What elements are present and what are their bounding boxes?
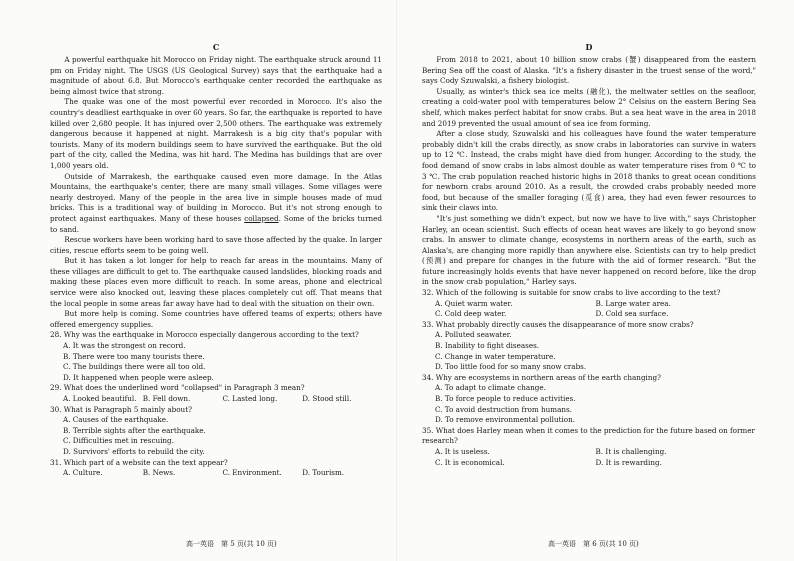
option-a[interactable]: A. To adapt to climate change. — [435, 383, 546, 393]
option-b[interactable]: B. To force people to reduce activities. — [435, 394, 576, 403]
passage-c-paragraph-1: A powerful earthquake hit Morocco on Friday night. The earthquake struck around 11 pm on Friday night. The USGS (US Geological Survey) says that the earthquake had a magnitude of about 6.8. But Morocco's earthquake center recorded the earthquake as being almost twice that strong. — [50, 55, 382, 96]
passage-c-title: C — [212, 42, 220, 52]
option-b[interactable]: B. Fell down. — [142, 394, 191, 403]
option-b[interactable]: B. Terrible sights after the earthquake. — [63, 425, 206, 435]
option-a[interactable]: A. Polluted seawater. — [435, 330, 512, 340]
right-page — [422, 0, 756, 561]
option-a[interactable]: A. It was the strongest on record. — [63, 341, 186, 351]
option-d[interactable]: D. Tourism. — [302, 468, 345, 478]
option-c[interactable]: C. Lasted long. — [222, 394, 278, 403]
option-d[interactable]: D. Stood still. — [302, 394, 352, 403]
option-d[interactable]: D. Survivors' efforts to rebuild the city. — [63, 446, 205, 456]
question-30 — [50, 405, 382, 458]
option-a[interactable]: A. Looked beautiful. — [63, 394, 137, 403]
question-35 — [422, 426, 756, 468]
passage-d-paragraph-3: After a close study, Szuwalski and his colleagues have found the water temperature probably didn't kill the crabs directly, as snow crabs in laboratories can survive in waters up to 12 ℃. Instead, the crabs might have died from hunger. According to the study, the food demand of snow crabs in labs almost double as water temperature rises from 0 ℃ to 3 ℃. The crab population reached historic highs in 2018 thanks to great ocean conditions for newborn crabs around 2010. As a result, the crowded crabs probably needed more food, but because of the smaller foraging (觅食) area, they had even fewer resources to sink their claws into. — [422, 129, 756, 213]
question-stem: 35. What does Harley mean when it comes to the prediction for the future based on former research? — [422, 425, 755, 446]
option-d[interactable]: D. Cold sea surface. — [595, 309, 669, 319]
question-32 — [422, 288, 756, 320]
option-b[interactable]: B. There were too many tourists there. — [63, 351, 205, 361]
passage-c-paragraph-4: Rescue workers have been working hard to save those affected by the quake. In larger cities, rescue efforts seem to be going well. — [50, 235, 382, 255]
option-a[interactable]: A. Causes of the earthquake. — [63, 415, 169, 425]
page-fold-divider — [396, 0, 397, 561]
option-d[interactable]: D. Too little food for so many snow crabs. — [435, 362, 587, 372]
option-c[interactable]: C. Environment. — [222, 468, 282, 478]
left-page — [50, 0, 382, 561]
passage-c-paragraph-2: The quake was one of the most powerful ever recorded in Morocco. It's also the country's deadliest earthquake in over 60 years. So far, the earthquake is reported to have killed over 2,680 people. It has injured over 2,500 others. The earthquake was extremely dangerous because it happened at night. Marrakesh is a big city that's popular with tourists. Many of its modern buildings seem to have survived the earthquake. But the old part of the city, called the Medina, was hit hard. The Medina has buildings that are over 1,000 years old. — [50, 97, 382, 170]
passage-d-title: D — [585, 42, 593, 52]
question-31 — [50, 458, 382, 479]
option-d[interactable]: D. To remove environmental pollution. — [435, 415, 576, 425]
question-28 — [50, 330, 382, 383]
option-b[interactable]: B. It is challenging. — [595, 446, 667, 456]
underlined-word-collapsed: collapsed — [244, 213, 279, 223]
question-29 — [50, 383, 382, 404]
option-a[interactable]: A. Culture. — [63, 468, 103, 478]
option-c[interactable]: C. The buildings there were all too old. — [63, 362, 206, 372]
passage-c-paragraph-5: But it has taken a lot longer for help to reach far areas in the mountains. Many of these villages are difficult to get to. The earthquake caused landslides, blocking roads and making these places even more difficult to reach. In some areas, phone and electrical service were also knocked out, leaving these places completely cut off. That means that the local people in some areas far away have had to deal with the situation on their own. — [50, 256, 382, 308]
option-c[interactable]: C. Change in water temperature. — [435, 351, 556, 361]
question-stem: 28. Why was the earthquake in Morocco especially dangerous according to the text? — [50, 330, 359, 340]
option-c[interactable]: C. Cold deep water. — [435, 309, 507, 319]
passage-c-paragraph-6: But more help is coming. Some countries have offered teams of experts; others have offered emergency supplies. — [50, 309, 382, 329]
page-footer-right: 高一英语 第 6 页(共 10 页) — [548, 540, 639, 548]
passage-d-paragraph-1: From 2018 to 2021, about 10 billion snow crabs (蟹) disappeared from the eastern Bering Sea off the coast of Alaska. "It's a fishery disaster in the truest sense of the word," says Cody Szuwalski, a fishery biologist. — [422, 55, 756, 86]
question-33 — [422, 320, 756, 373]
question-34 — [422, 373, 756, 426]
question-stem: 30. What is Paragraph 5 mainly about? — [50, 404, 192, 414]
option-d[interactable]: D. It is rewarding. — [595, 457, 662, 467]
option-c[interactable]: C. It is economical. — [435, 457, 505, 467]
page-footer-left: 高一英语 第 5 页(共 10 页) — [186, 540, 277, 548]
option-b[interactable]: B. Inability to fight diseases. — [435, 341, 540, 351]
option-a[interactable]: A. Quiet warm water. — [435, 298, 513, 308]
question-stem: 34. Why are ecosystems in northern areas of the earth changing? — [422, 372, 661, 382]
question-stem: 29. What does the underlined word "collapsed" in Paragraph 3 mean? — [50, 383, 305, 393]
option-a[interactable]: A. It is useless. — [435, 446, 490, 456]
question-stem: 32. Which of the following is suitable for snow crabs to live according to the text? — [422, 288, 721, 298]
passage-d-paragraph-2: Usually, as winter's thick sea ice melts (融化), the meltwater settles on the seafloor, creating a cold-water pool with temperatures below 2° Celsius on the eastern Bering Sea shelf, which makes perfect habitat for snow crabs. But a sea heat wave in the area in 2018 and 2019 prevented the usual amount of sea ice from forming. — [422, 86, 756, 128]
option-b[interactable]: B. News. — [142, 468, 176, 478]
option-b[interactable]: B. Large water area. — [595, 298, 671, 308]
passage-d-paragraph-4: "It's just something we didn't expect, but now we have to live with," says Christopher Harley, an ocean scientist. Such effects of ocean heat waves are likely to go beyond snow crabs. In answer to climate change, ecosystems in northern areas of the earth, such as Alaska's, are changing more rapidly than anywhere else. Scientists can try to help predict (预测) and prepare for changes in the future with the aid of former research. "But the future increasingly holds events that have never happened on record before, like the drop in the snow crab population," Harley says. — [422, 213, 756, 287]
option-d[interactable]: D. It happened when people were asleep. — [63, 372, 214, 382]
question-stem: 33. What probably directly causes the disappearance of more snow crabs? — [422, 319, 694, 329]
question-stem: 31. Which part of a website can the text appear? — [50, 457, 228, 467]
passage-c-paragraph-3: Outside of Marrakesh, the earthquake caused even more damage. In the Atlas Mountains, the earthquake's center, there are many small villages. Some villages were nearly destroyed. Many of the people in the area live in simple houses made of mud bricks. This is a traditional way of building in Morocco. But it's not strong enough to protect against earthquakes. Many of these houses collapsed. Some of the bricks turned to sand. — [50, 171, 382, 234]
option-c[interactable]: C. To avoid destruction from humans. — [435, 404, 572, 414]
option-c[interactable]: C. Difficulties met in rescuing. — [63, 436, 174, 446]
